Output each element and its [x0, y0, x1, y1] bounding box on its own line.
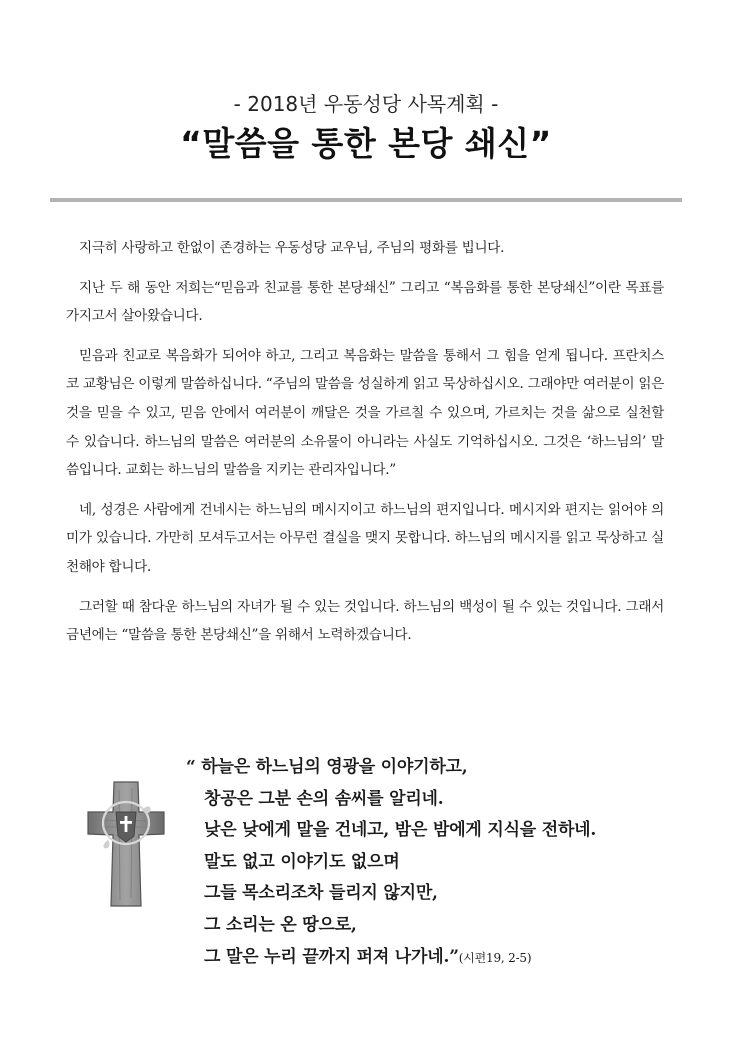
document-subtitle: - 2018년 우동성당 사목계획 -: [233, 92, 499, 116]
wooden-cross-icon: [86, 780, 166, 908]
quote-line: 그 말은 누리 끝까지 퍼져 나가네.”: [204, 946, 459, 967]
paragraph-scripture: 네, 성경은 사람에게 건네시는 하느님의 메시지이고 하느님의 편지입니다. 메시지와 편지는 읽어야 의미가 있습니다. 가만히 모셔두고서는 아무런 결실을 맺지 못합니다. 하느님의 메시지를 읽고 묵상하고 실천해야 합니다.: [66, 501, 664, 575]
paragraph-pope-quote: 믿음과 친교로 복음화가 되어야 하고, 그리고 복음화는 말씀을 통해서 그 힘을 얻게 됩니다. 프란치스코 교황님은 이렇게 말씀하십니다. “주님의 말씀을 성실하게 읽고 묵상하십시오. 그래야만 여러분이 읽은 것을 믿을 수 있고, 믿음 안에서 여러분이 깨달은 것을 가르칠 수 있으며, 가르치는 것을 삶으로 실천할 수 있습니다. 하느님의 말씀은 여러분의 소유물이 아니라는 사실도 기억하십시오. 그것은 ‘하느님의’ 말씀입니다. 교회는 하느님의 말씀을 지키는 관리자입니다.”: [66, 347, 664, 479]
quote-line: 말도 없고 이야기도 없으며: [204, 851, 400, 872]
title-divider: [50, 198, 682, 202]
quote-line: 그들 목소리조차 들리지 않지만,: [204, 883, 438, 904]
letter-body: [66, 234, 664, 661]
psalm-quote: [186, 752, 596, 974]
quote-line: “ 하늘은 하느님의 영광을 이야기하고,: [186, 757, 468, 777]
quote-line: 낮은 낮에게 말을 건네고, 밤은 밤에게 지식을 전하네.: [204, 820, 597, 841]
paragraph-greeting: 지극히 사랑하고 한없이 존경하는 우동성당 교우님, 주님의 평화를 빕니다.: [79, 240, 505, 256]
quote-citation: (시편19, 2-5): [458, 950, 532, 965]
paragraph-past-goals: 지난 두 해 동안 저희는“믿음과 친교를 통한 본당쇄신” 그리고 “복음화를 통한 본당쇄신”이란 목표를 가지고서 살아왔습니다.: [66, 279, 664, 325]
quote-line: 그 소리는 온 땅으로,: [204, 914, 357, 935]
quote-last-line: [186, 942, 596, 975]
document-title: “말씀을 통한 본당 쇄신”: [180, 124, 552, 163]
quote-line: 창공은 그분 손의 솜씨를 알리네.: [204, 788, 444, 809]
paragraph-resolution: 그러할 때 참다운 하느님의 자녀가 될 수 있는 것입니다. 하느님의 백성이 될 수 있는 것입니다. 그래서 금년에는 “말씀을 통한 본당쇄신”을 위해서 노력하겠습니다.: [66, 598, 664, 644]
